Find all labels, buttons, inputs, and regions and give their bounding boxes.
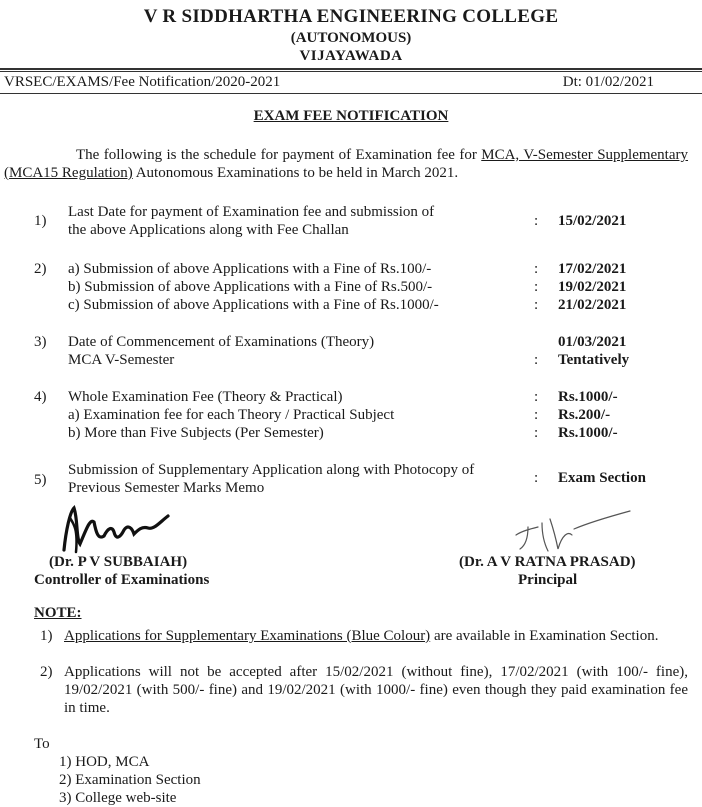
item-4-value: Rs.1000/- xyxy=(558,389,618,405)
controller-signature xyxy=(56,500,176,560)
intro-text-2: Autonomous Examinations to be held in March 2021. xyxy=(135,165,459,181)
notice-date: Dt: 01/02/2021 xyxy=(562,74,654,90)
intro-course: MCA, V-Semester Supplementary (MCA15 Regulation) xyxy=(4,147,689,181)
college-name: V R SIDDHARTHA ENGINEERING COLLEGE xyxy=(143,6,559,27)
item-3-line-1: Date of Commencement of Examinations (Theory) xyxy=(68,334,375,350)
item-4-line-1: Whole Examination Fee (Theory & Practical) xyxy=(68,389,343,405)
item-3-colon: : xyxy=(534,352,539,368)
to-item-1: 1) HOD, MCA xyxy=(59,754,150,770)
item-3-date: 01/03/2021 xyxy=(558,334,627,350)
item-4-number: 4) xyxy=(34,389,47,405)
note-1-rest: are available in Examination Section. xyxy=(433,628,659,644)
item-1-value: 15/02/2021 xyxy=(558,213,627,229)
item-3-note: Tentatively xyxy=(558,352,630,368)
header-rule-bottom xyxy=(0,93,702,94)
college-city: VIJAYAWADA xyxy=(299,48,403,64)
item-2-line-a: a) Submission of above Applications with a Fine of Rs.100/- xyxy=(68,261,432,277)
item-5-colon: : xyxy=(534,470,539,486)
principal-role: Principal xyxy=(518,572,578,588)
to-label: To xyxy=(34,736,50,752)
item-4b-colon: : xyxy=(534,425,539,441)
reference-number: VRSEC/EXAMS/Fee Notification/2020-2021 xyxy=(4,74,281,90)
item-2-line-c: c) Submission of above Applications with a Fine of Rs.1000/- xyxy=(68,297,439,313)
item-4b-value: Rs.1000/- xyxy=(558,425,618,441)
intro-text-1: The following is the schedule for payment of Examination fee for xyxy=(76,147,477,163)
item-2-number: 2) xyxy=(34,261,47,277)
header-rule-thin xyxy=(0,71,702,72)
item-1-line-2: the above Applications along with Fee Challan xyxy=(68,222,349,238)
item-2b-value: 19/02/2021 xyxy=(558,279,627,295)
item-1-number: 1) xyxy=(34,213,47,229)
note-2: Applications will not be accepted after 15/02/2021 (without fine), 17/02/2021 (with 100/- fine), 19/02/2021 (with 500/- fine) and 19/02/2021 (with 1000/- fine) even though they paid examination fee in time. xyxy=(64,664,688,716)
notice-title: EXAM FEE NOTIFICATION xyxy=(253,108,449,124)
item-2-line-b: b) Submission of above Applications with a Fine of Rs.500/- xyxy=(68,279,433,295)
note-title: NOTE: xyxy=(34,605,82,621)
item-4-line-b: b) More than Five Subjects (Per Semester) xyxy=(68,425,324,441)
item-3-number: 3) xyxy=(34,334,47,350)
item-2a-colon: : xyxy=(534,261,539,277)
principal-name: (Dr. A V RATNA PRASAD) xyxy=(459,554,636,570)
item-1-colon: : xyxy=(534,213,539,229)
item-5-value: Exam Section xyxy=(558,470,646,486)
note-2-number: 2) xyxy=(40,664,53,680)
header-rule-top xyxy=(0,68,702,70)
item-4a-value: Rs.200/- xyxy=(558,407,611,423)
item-2c-value: 21/02/2021 xyxy=(558,297,627,313)
intro-paragraph xyxy=(4,146,688,182)
item-5-line-1: Submission of Supplementary Application along with Photocopy of xyxy=(68,462,475,478)
principal-signature xyxy=(508,505,638,560)
note-1-link-text: Applications for Supplementary Examinations (Blue Colour) xyxy=(64,628,431,644)
note-1-number: 1) xyxy=(40,628,53,644)
item-1-line-1: Last Date for payment of Examination fee and submission of xyxy=(68,204,435,220)
controller-role: Controller of Examinations xyxy=(34,572,210,588)
note-1 xyxy=(64,627,688,645)
item-2b-colon: : xyxy=(534,279,539,295)
item-5-line-2: Previous Semester Marks Memo xyxy=(68,480,265,496)
item-4-colon: : xyxy=(534,389,539,405)
item-3-line-2: MCA V-Semester xyxy=(68,352,175,368)
item-4-line-a: a) Examination fee for each Theory / Practical Subject xyxy=(68,407,395,423)
item-5-number: 5) xyxy=(34,472,47,488)
controller-name: (Dr. P V SUBBAIAH) xyxy=(49,554,188,570)
item-2a-value: 17/02/2021 xyxy=(558,261,627,277)
item-2c-colon: : xyxy=(534,297,539,313)
item-4a-colon: : xyxy=(534,407,539,423)
to-item-2: 2) Examination Section xyxy=(59,772,201,788)
college-status: (AUTONOMOUS) xyxy=(290,30,412,46)
to-item-3: 3) College web-site xyxy=(59,790,177,806)
